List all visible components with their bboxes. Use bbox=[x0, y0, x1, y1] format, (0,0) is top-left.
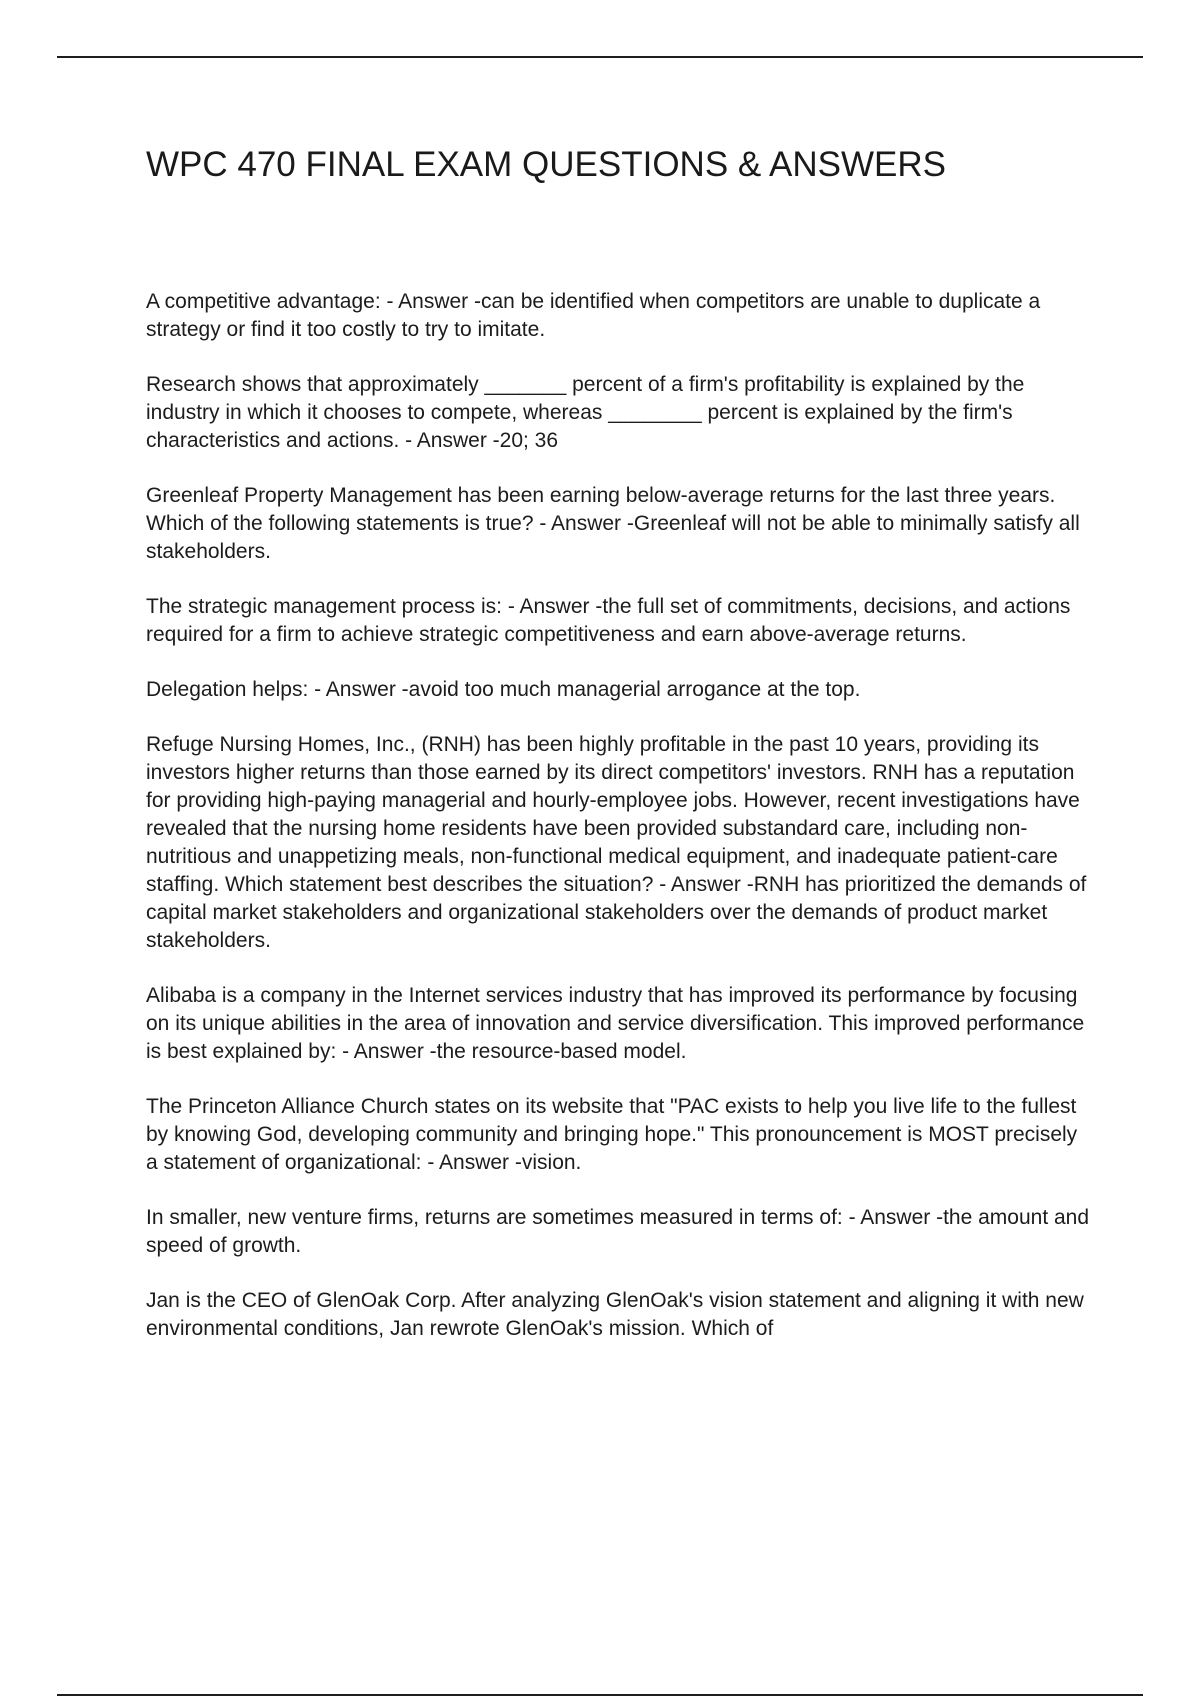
qa-item: In smaller, new venture firms, returns are sometimes measured in terms of: - Answer -the amount and speed of growth. bbox=[146, 1206, 1090, 1257]
page-title: WPC 470 FINAL EXAM QUESTIONS & ANSWERS bbox=[146, 145, 946, 184]
qa-list bbox=[146, 288, 1091, 1370]
qa-item: Research shows that approximately _______ percent of a firm's profitability is explained by the industry in which it chooses to compete, whereas ________ percent is explained by the firm's characteristics and actions. - Answer -20; 36 bbox=[146, 373, 1025, 452]
qa-item: Alibaba is a company in the Internet services industry that has improved its performance by focusing on its unique abilities in the area of innovation and service diversification. This improved performance is best explained by: - Answer -the resource-based model. bbox=[146, 984, 1085, 1063]
qa-item: Greenleaf Property Management has been earning below-average returns for the last three years. Which of the following statements is true? - Answer -Greenleaf will not be able to minimally satisfy all stakeholders. bbox=[146, 484, 1080, 563]
qa-item: Refuge Nursing Homes, Inc., (RNH) has been highly profitable in the past 10 years, providing its investors higher returns than those earned by its direct competitors' investors. RNH has a reputation for providing high-paying managerial and hourly-employee jobs. However, recent investigations have revealed that the nursing home residents have been provided substandard care, including non-nutritious and unappetizing meals, non-functional medical equipment, and inadequate patient-care staffing. Which statement best describes the situation? - Answer -RNH has prioritized the demands of capital market stakeholders and organizational stakeholders over the demands of product market stakeholders. bbox=[146, 733, 1087, 952]
qa-item: Jan is the CEO of GlenOak Corp. After analyzing GlenOak's vision statement and aligning it with new environmental conditions, Jan rewrote GlenOak's mission. Which of bbox=[146, 1289, 1084, 1340]
bottom-divider bbox=[57, 1694, 1143, 1696]
qa-item: A competitive advantage: - Answer -can be identified when competitors are unable to duplicate a strategy or find it too costly to try to imitate. bbox=[146, 290, 1041, 341]
qa-item: The strategic management process is: - Answer -the full set of commitments, decisions, and actions required for a firm to achieve strategic competitiveness and earn above-average returns. bbox=[146, 595, 1071, 646]
top-divider bbox=[57, 56, 1143, 58]
qa-item: The Princeton Alliance Church states on its website that "PAC exists to help you live life to the fullest by knowing God, developing community and bringing hope." This pronouncement is MOST precisely a statement of organizational: - Answer -vision. bbox=[146, 1095, 1078, 1174]
qa-item: Delegation helps: - Answer -avoid too much managerial arrogance at the top. bbox=[146, 678, 861, 701]
